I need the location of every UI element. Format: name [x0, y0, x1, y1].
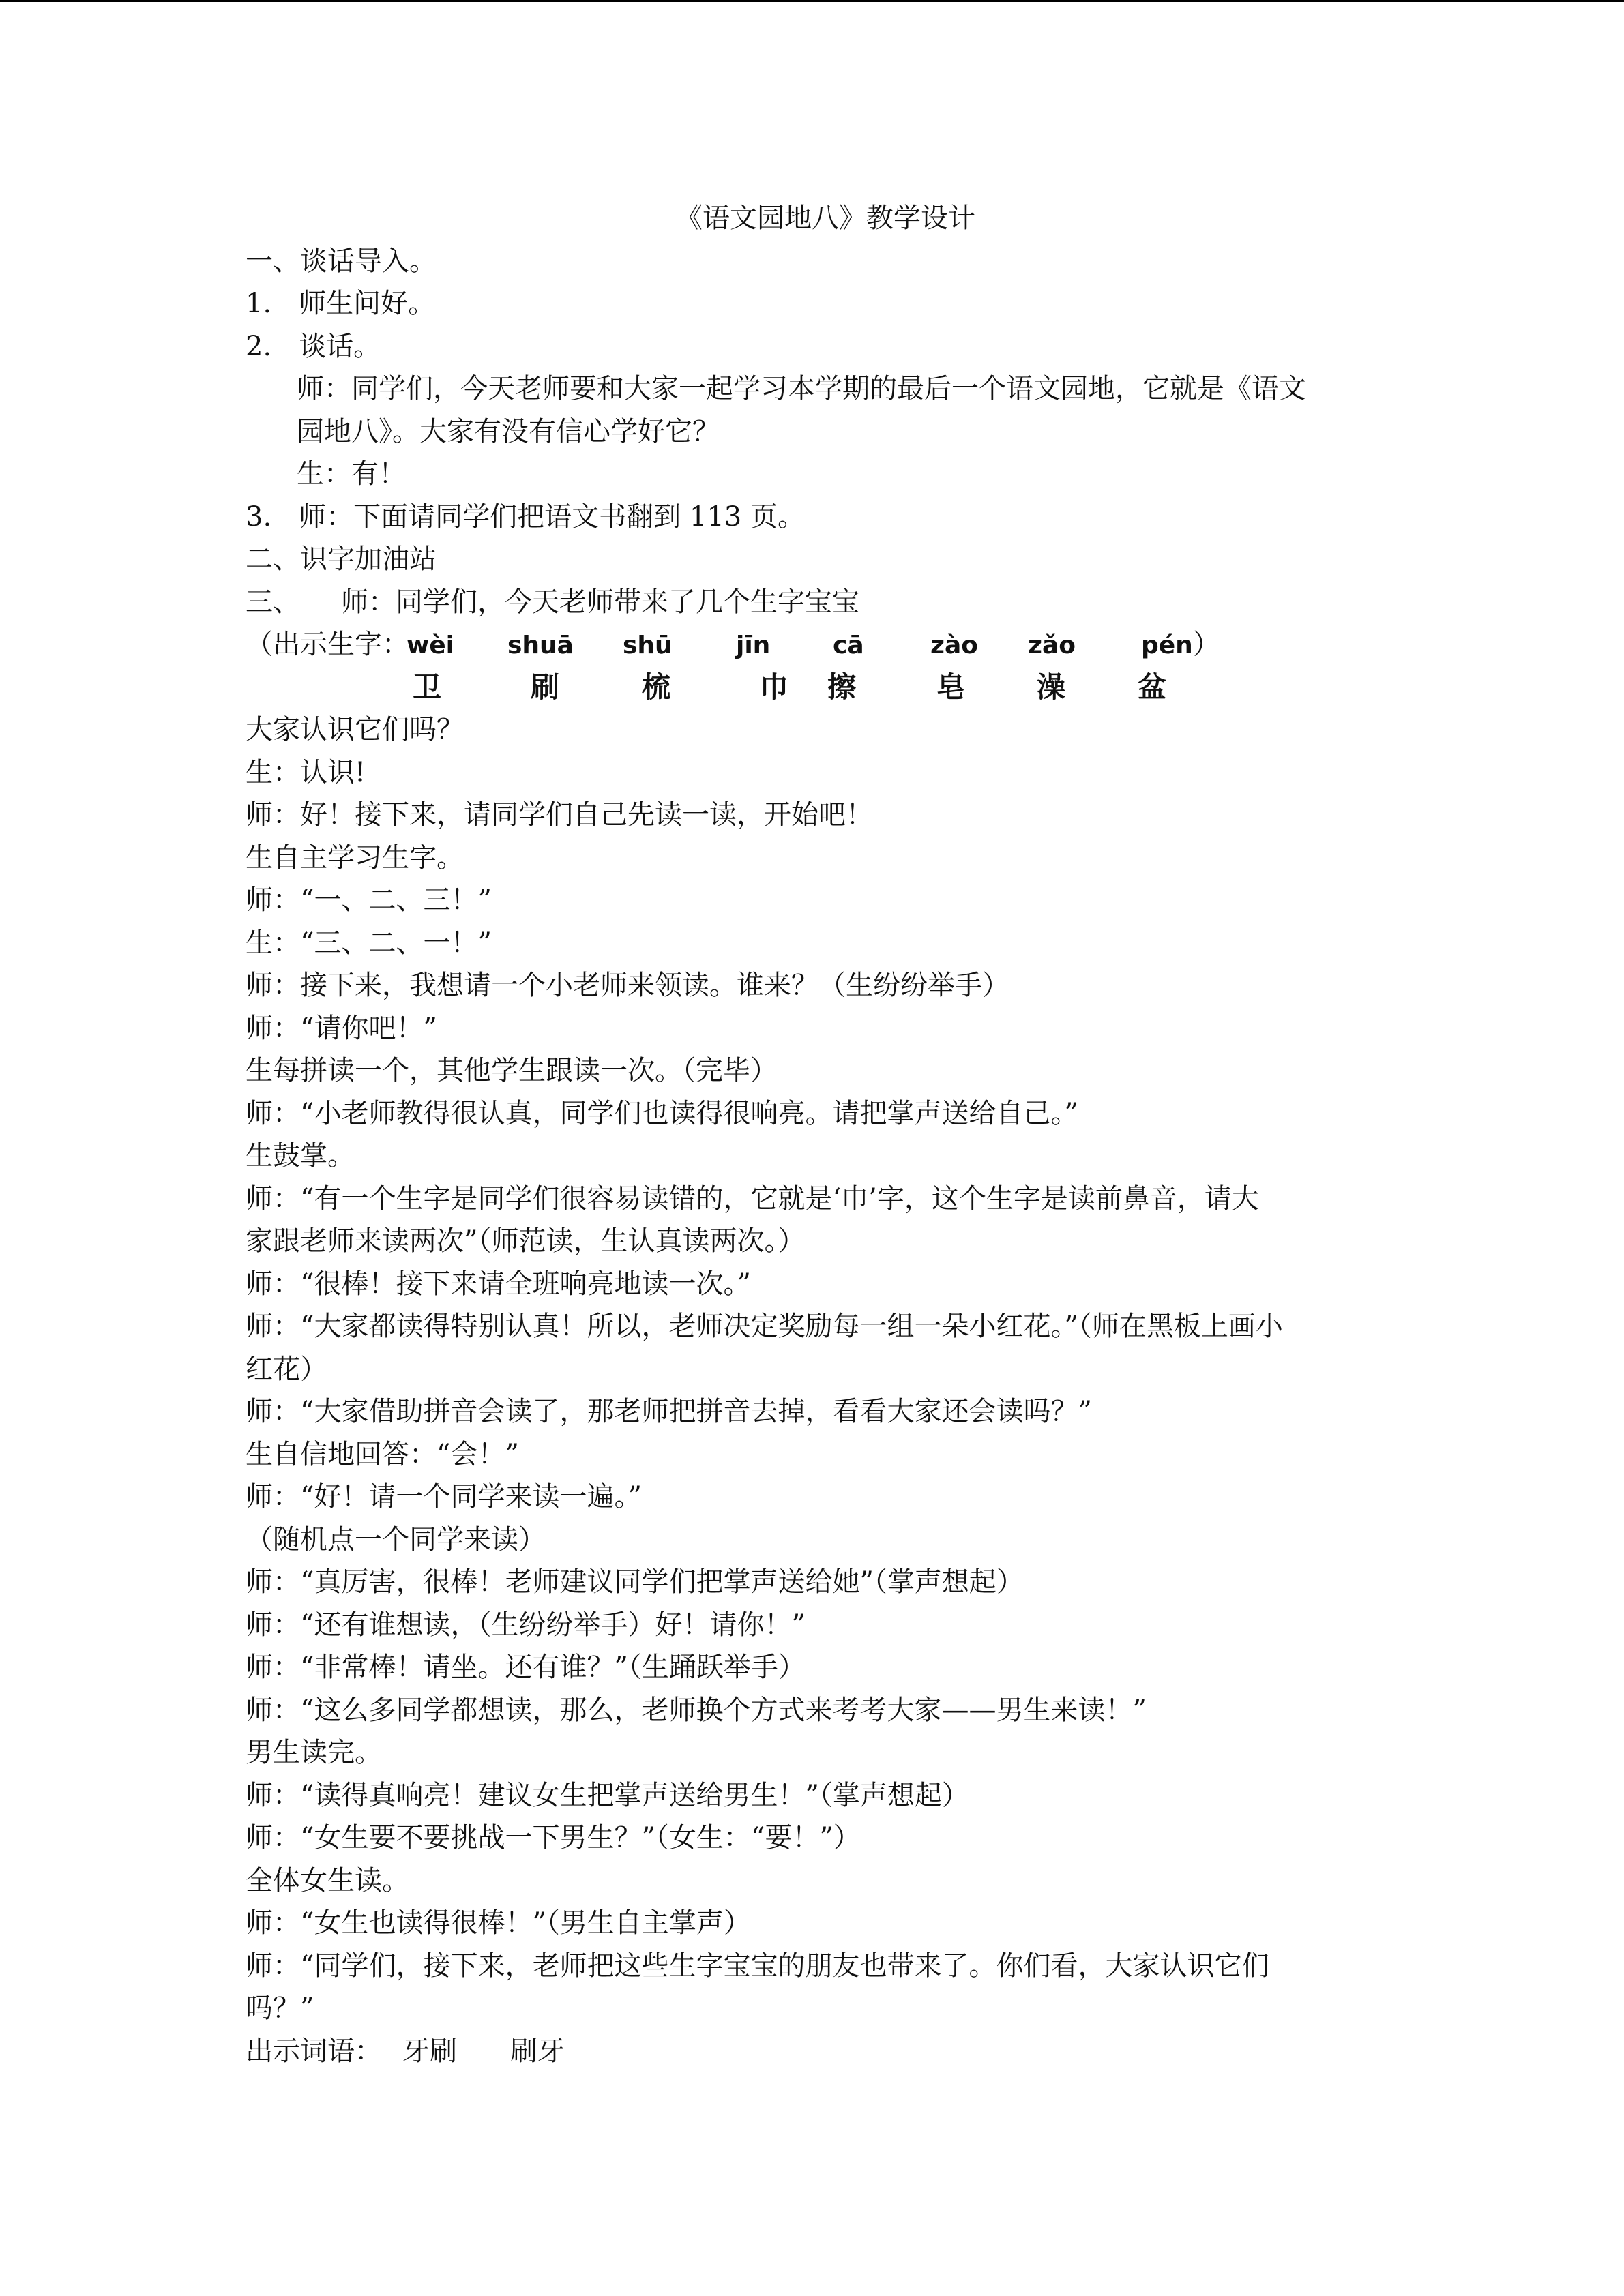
paragraph-line: 师：“读得真响亮！建议女生把掌声送给男生！”（掌声想起） [246, 1779, 969, 1811]
paragraph-line: 吗？” [246, 1993, 314, 2024]
character-item: 皂 [936, 670, 966, 704]
paragraph-line: 生自信地回答：“会！” [246, 1438, 519, 1470]
paragraph-line: 师：“这么多同学都想读，那么，老师换个方式来考考大家——男生来读！” [246, 1694, 1147, 1726]
paragraph-line: 家跟老师来读两次”（师范读，生认真读两次。） [246, 1225, 806, 1257]
pinyin-item: shuā [507, 631, 574, 659]
document-title: 《语文园地八》教学设计 [675, 203, 975, 234]
paragraph-line: 大家认识它们吗？ [246, 714, 464, 745]
paragraph-line: （随机点一个同学来读） [246, 1523, 546, 1555]
list-item: 3. 师：下面请同学们把语文书翻到 113 页。 [246, 501, 805, 533]
paragraph-line: 生自主学习生字。 [246, 841, 464, 874]
paragraph-line: 师：“小老师教得很认真，同学们也读得很响亮。请把掌声送给自己。” [246, 1097, 1078, 1129]
vocabulary-label: 出示词语： [246, 2035, 382, 2067]
paragraph-line: 红花） [246, 1353, 327, 1385]
character-item: 澡 [1037, 670, 1066, 704]
paragraph-line: 师：同学们，今天老师要和大家一起学习本学期的最后一个语文园地，它就是《语文 [297, 373, 1306, 404]
paragraph-line: 全体女生读。 [246, 1864, 409, 1896]
pinyin-item: shū [623, 631, 673, 659]
paragraph-line: 师：“还有谁想读，（生纷纷举手）好！请你！” [246, 1609, 806, 1641]
paragraph-line: 师：“女生也读得很棒！”（男生自主掌声） [246, 1907, 751, 1939]
section-heading: 二、识字加油站 [246, 543, 437, 575]
document-body [246, 197, 1378, 2072]
pinyin-item: zào [930, 631, 978, 659]
paragraph-line: 师：好！接下来，请同学们自己先读一读，开始吧！ [246, 799, 873, 831]
paragraph-line: 师：“请你吧！” [246, 1012, 437, 1044]
paragraph-line: 师：“真厉害，很棒！老师建议同学们把掌声送给她”（掌声想起） [246, 1566, 1024, 1598]
paragraph-line: 师：“一、二、三！” [246, 884, 492, 916]
pinyin-item: zǎo [1028, 631, 1076, 659]
paragraph-line: 师：“大家借助拼音会读了，那老师把拼音去掉，看看大家还会读吗？” [246, 1396, 1092, 1427]
paragraph-line: 园地八》。大家有没有信心学好它？ [297, 415, 720, 447]
pinyin-item: jīn [736, 631, 771, 659]
character-item: 巾 [760, 670, 789, 704]
vocabulary-word: 刷牙 [510, 2035, 565, 2067]
paragraph-line: 师：“好！请一个同学来读一遍。” [246, 1481, 642, 1512]
top-border [0, 0, 1624, 2]
paragraph-line: 师：“很棒！接下来请全班响亮地读一次。” [246, 1268, 751, 1300]
paragraph-line: 师：“有一个生字是同学们很容易读错的，它就是‘巾’字，这个生字是读前鼻音，请大 [246, 1182, 1259, 1214]
section-heading: 一、谈话导入。 [246, 245, 437, 277]
list-item: 1. 师生问好。 [246, 288, 436, 319]
pinyin-suffix: ） [1192, 629, 1220, 660]
paragraph-line: 师：“同学们，接下来，老师把这些生字宝宝的朋友也带来了。你们看，大家认识它们 [246, 1950, 1269, 1982]
paragraph-line: 师：接下来，我想请一个小老师来领读。谁来？（生纷纷举手） [246, 970, 1009, 1001]
paragraph-line: 师：“大家都读得特别认真！所以，老师决定奖励每一组一朵小红花。”（师在黑板上画小 [246, 1311, 1283, 1342]
pinyin-item: wèi [407, 631, 455, 659]
section-heading: 三、 师：同学们，今天老师带来了几个生字宝宝 [246, 586, 859, 618]
paragraph-line: 师：“女生要不要挑战一下男生？”（女生：“要！”） [246, 1822, 861, 1853]
vocabulary-row [246, 2030, 1378, 2073]
character-item: 卫 [413, 670, 442, 704]
character-row [246, 666, 1378, 709]
character-item: 擦 [827, 670, 857, 704]
pinyin-row [246, 623, 1378, 666]
paragraph-line: 生：“三、二、一！” [246, 927, 492, 959]
vocabulary-word: 牙刷 [402, 2035, 457, 2067]
pinyin-item: pén [1141, 631, 1193, 659]
paragraph-line: 生：认识! [246, 756, 366, 788]
paragraph-line: 师：“非常棒！请坐。还有谁？”（生踊跃举手） [246, 1652, 806, 1683]
paragraph-line: 生每拼读一个，其他学生跟读一次。（完毕） [246, 1055, 778, 1086]
paragraph-line: 男生读完。 [246, 1737, 382, 1768]
character-item: 刷 [531, 670, 560, 704]
paragraph-line: 生鼓掌。 [246, 1140, 355, 1172]
pinyin-prefix: （出示生字： [246, 629, 409, 660]
character-item: 梳 [642, 670, 671, 704]
paragraph-line: 生：有！ [297, 458, 406, 490]
pinyin-item: cā [833, 631, 864, 659]
list-item: 2. 谈话。 [246, 330, 381, 362]
character-item: 盆 [1138, 670, 1167, 704]
